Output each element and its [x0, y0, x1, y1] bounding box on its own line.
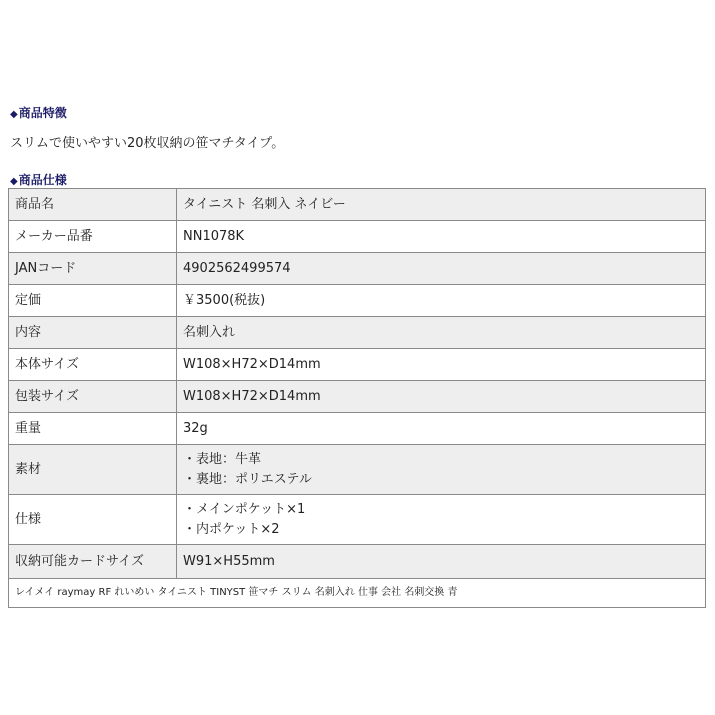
- row-label: 収納可能カードサイズ: [9, 545, 177, 579]
- row-value: 名刺入れ: [177, 317, 706, 349]
- keywords-row: [9, 579, 706, 608]
- product-description: スリムで使いやすい20枚収納の笹マチタイプ。: [10, 136, 285, 151]
- material-outer: ・表地：牛革: [183, 451, 262, 467]
- spec-table: [8, 188, 706, 608]
- spec-main-pocket: ・メインポケット×1: [183, 501, 306, 517]
- spec-inner-pocket: ・内ポケット×2: [183, 521, 280, 537]
- features-heading: [10, 104, 67, 121]
- row-label: 定価: [9, 285, 177, 317]
- row-label: 重量: [9, 413, 177, 445]
- row-value: ￥3500(税抜): [177, 285, 706, 317]
- row-label: 素材: [9, 445, 177, 495]
- table-row: [9, 545, 706, 579]
- material-inner: ・裏地：ポリエステル: [183, 471, 312, 487]
- table-row: [9, 221, 706, 253]
- table-row: [9, 253, 706, 285]
- row-value: タイニスト 名刺入 ネイビー: [177, 189, 706, 221]
- row-label: 内容: [9, 317, 177, 349]
- table-row: [9, 495, 706, 545]
- row-label: メーカー品番: [9, 221, 177, 253]
- table-row: [9, 285, 706, 317]
- table-row: [9, 413, 706, 445]
- row-label: 包装サイズ: [9, 381, 177, 413]
- table-row: [9, 189, 706, 221]
- keywords-text: レイメイ raymay RF れいめい タイニスト TINYST 笹マチ スリム 名刺入れ 仕事 会社 名刺交換 青: [9, 579, 706, 608]
- row-value: W108×H72×D14mm: [177, 381, 706, 413]
- table-row: [9, 317, 706, 349]
- diamond-icon: ◆: [10, 109, 18, 120]
- row-label: 仕様: [9, 495, 177, 545]
- row-value: NN1078K: [177, 221, 706, 253]
- row-value: 4902562499574: [177, 253, 706, 285]
- table-row: [9, 349, 706, 381]
- spec-heading: [10, 171, 67, 188]
- row-value: [177, 445, 706, 495]
- spec-heading-text: 商品仕様: [18, 173, 67, 187]
- row-value: W108×H72×D14mm: [177, 349, 706, 381]
- row-value: [177, 495, 706, 545]
- table-row: [9, 445, 706, 495]
- row-value: 32g: [177, 413, 706, 445]
- row-label: 本体サイズ: [9, 349, 177, 381]
- row-value: W91×H55mm: [177, 545, 706, 579]
- row-label: JANコード: [9, 253, 177, 285]
- features-heading-text: 商品特徴: [18, 106, 67, 120]
- diamond-icon: ◆: [10, 176, 18, 187]
- row-label: 商品名: [9, 189, 177, 221]
- table-row: [9, 381, 706, 413]
